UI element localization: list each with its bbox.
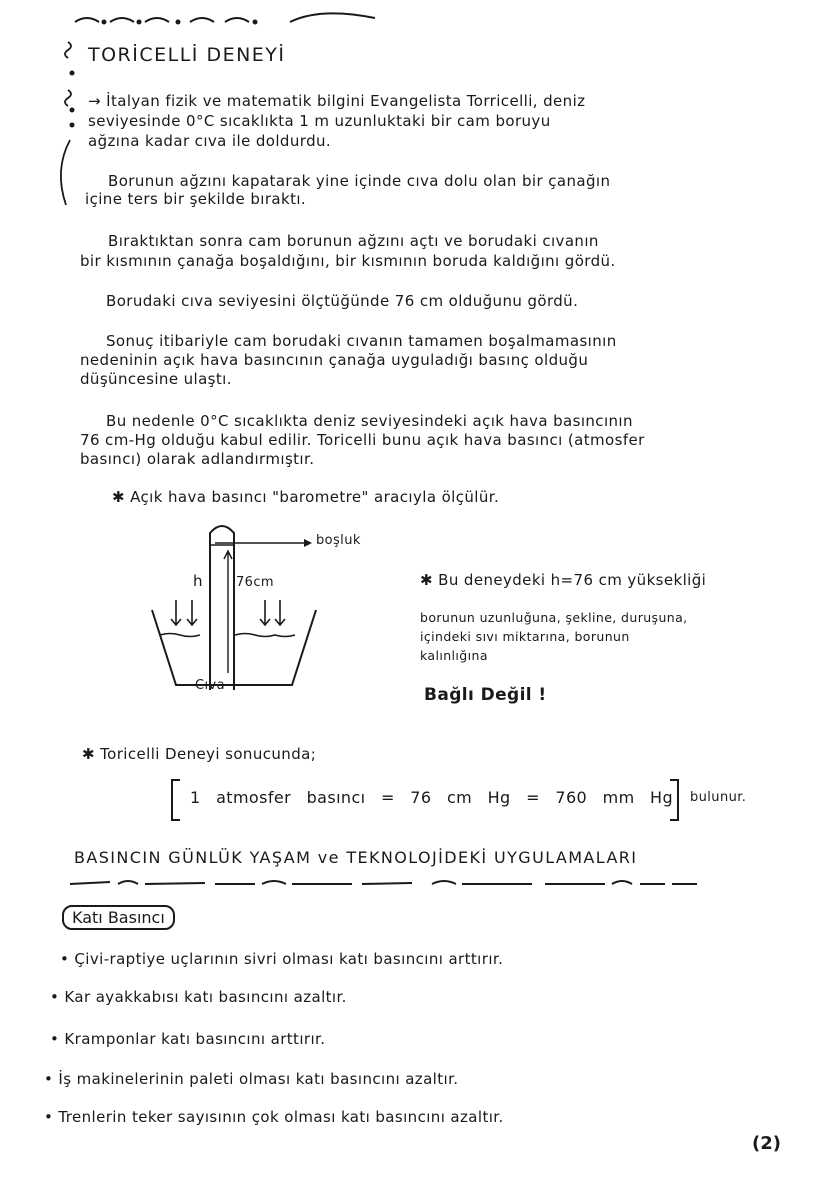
- height-arrow: [224, 551, 232, 673]
- paragraph-6-line-2: 76 cm-Hg olduğu kabul edilir. Toricelli bunu açık hava basıncı (atmosfer: [80, 431, 645, 449]
- paragraph-5-line-3: düşüncesine ulaştı.: [80, 370, 232, 388]
- solid-pressure-item-4: • İş makinelerinin paleti olması katı basıncını azaltır.: [44, 1070, 459, 1088]
- torricelli-diagram: [140, 515, 320, 700]
- paragraph-5-line-2: nedeninin açık hava basıncının çanağa uyguladığı basınç olduğu: [80, 351, 589, 369]
- label-gap: boşluk: [316, 533, 361, 548]
- side-note-line-1: borunun uzunluğuna, şekline, duruşuna,: [420, 610, 688, 625]
- solid-pressure-item-5: • Trenlerin teker sayısının çok olması katı basıncını azaltır.: [44, 1108, 504, 1126]
- solid-pressure-label: Katı Basıncı: [62, 905, 175, 930]
- solid-pressure-item-2: • Kar ayakkabısı katı basıncını azaltır.: [50, 988, 347, 1006]
- intro-line-1: → İtalyan fizik ve matematik bilgini Evangelista Torricelli, deniz: [88, 92, 586, 110]
- result-intro: ✱ Toricelli Deneyi sonucunda;: [82, 745, 317, 763]
- result-suffix: bulunur.: [690, 790, 747, 805]
- paragraph-4: Borudaki cıva seviyesini ölçtüğünde 76 cm olduğunu gördü.: [106, 292, 579, 310]
- paragraph-3-line-1: Bıraktıktan sonra cam borunun ağzını açtı ve borudaki cıvanın: [108, 232, 599, 250]
- paragraph-5-line-1: Sonuç itibariyle cam borudaki cıvanın tamamen boşalmamasının: [106, 332, 617, 350]
- solid-pressure-item-3: • Kramponlar katı basıncını arttırır.: [50, 1030, 326, 1048]
- intro-line-3: ağzına kadar cıva ile doldurdu.: [88, 132, 332, 150]
- paragraph-6-line-1: Bu nedenle 0°C sıcaklıkta deniz seviyesindeki açık hava basıncının: [106, 412, 633, 430]
- page-number: (2): [752, 1133, 781, 1154]
- paragraph-6-line-3: basıncı) olarak adlandırmıştır.: [80, 450, 315, 468]
- page-title: TORİCELLİ DENEYİ: [88, 44, 286, 66]
- paragraph-2-line-1: Borunun ağzını kapatarak yine içinde cıva dolu olan bir çanağın: [108, 172, 611, 190]
- side-note-line-3: kalınlığına: [420, 648, 488, 663]
- barometer-note: ✱ Açık hava basıncı "barometre" aracıyla ölçülür.: [112, 488, 500, 506]
- label-height-76cm: 76cm: [236, 575, 274, 590]
- section-title: BASINCIN GÜNLÜK YAŞAM ve TEKNOLOJİDEKİ UYGULAMALARI: [74, 848, 638, 867]
- side-note-heading: ✱ Bu deneydeki h=76 cm yüksekliği: [420, 571, 707, 589]
- label-mercury: Cıva: [195, 678, 225, 693]
- glass-tube: [210, 526, 234, 690]
- intro-line-2: seviyesinde 0°C sıcaklıkta 1 m uzunluktaki bir cam boruyu: [88, 112, 551, 130]
- paragraph-3-line-2: bir kısmının çanağa boşaldığını, bir kısmının boruda kaldığını gördü.: [80, 252, 616, 270]
- paragraph-2-line-2: içine ters bir şekilde bıraktı.: [85, 190, 307, 208]
- result-formula: 1 atmosfer basıncı = 76 cm Hg = 760 mm Hg: [190, 788, 674, 807]
- label-h: h: [193, 572, 203, 590]
- side-note-line-2: içindeki sıvı miktarına, borunun: [420, 629, 630, 644]
- solid-pressure-item-1: • Çivi-raptiye uçlarının sivri olması katı basıncını arttırır.: [60, 950, 504, 968]
- side-note-conclusion: Bağlı Değil !: [424, 685, 547, 705]
